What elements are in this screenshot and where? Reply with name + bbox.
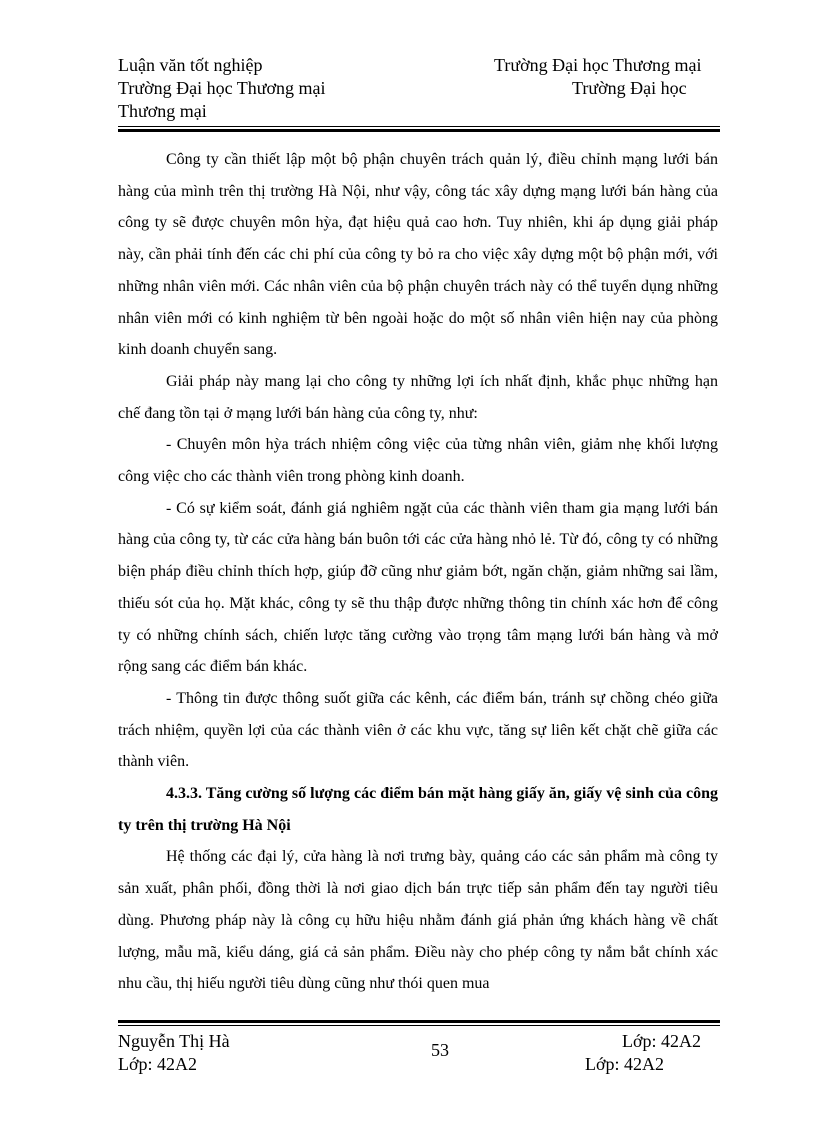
header-right-line1: Trường Đại học Thương mại (494, 55, 702, 75)
footer-left-line2: Lớp: 42A2 (118, 1054, 198, 1074)
footer-rule (118, 1025, 720, 1026)
page-body (118, 144, 718, 1000)
paragraph-3: - Chuyên môn hỳa trách nhiệm công việc của từng nhân viên, giảm nhẹ khối lượng công việc cho các thành viên trong phòng kinh doanh. (118, 436, 718, 486)
section-heading: 4.3.3. Tăng cường số lượng các điểm bán mặt hàng giấy ăn, giấy vệ sinh của công ty trên thị trường Hà Nội (118, 785, 718, 834)
page-number: 53 (431, 1040, 449, 1060)
header-left-line1: Luận văn tốt nghiệp (118, 55, 263, 75)
header-left-line3: Thương mại (118, 101, 207, 121)
header-left-line2: Trường Đại học Thương mại (118, 78, 326, 98)
paragraph-2: Giải pháp này mang lại cho công ty những lợi ích nhất định, khắc phục những hạn chế đang tồn tại ở mạng lưới bán hàng của công ty, như: (118, 372, 718, 422)
footer-right-line2: Lớp: 42A2 (585, 1054, 665, 1074)
paragraph-4: - Có sự kiểm soát, đánh giá nghiêm ngặt của các thành viên tham gia mạng lưới bán hàng của công ty, từ các cửa hàng bán buôn tới các cửa hàng nhỏ lẻ. Từ đó, công ty có những biện pháp điều chỉnh thích hợp, giúp đỡ cũng như giảm bớt, ngăn chặn, giảm những sai lầm, thiếu sót của họ. Mặt khác, công ty sẽ thu thập được những thông tin chính xác hơn để công ty có những chính sách, chiến lược tăng cường vào trọng tâm mạng lưới bán hàng và mở rộng sang các điểm bán khác. (118, 499, 718, 676)
header-rule (118, 126, 720, 127)
footer-rule-thick (118, 1020, 720, 1023)
header-rule-thick (118, 129, 720, 132)
footer-author: Nguyễn Thị Hà (118, 1031, 230, 1051)
header-right-line2: Trường Đại học (572, 78, 687, 98)
paragraph-1: Công ty cần thiết lập một bộ phận chuyên trách quản lý, điều chỉnh mạng lưới bán hàng của mình trên thị trường Hà Nội, như vậy, công tác xây dựng mạng lưới bán hàng của công ty sẽ được chuyên môn hỳa, đạt hiệu quả cao hơn. Tuy nhiên, khi áp dụng giải pháp này, cần phải tính đến các chi phí của công ty bỏ ra cho việc xây dựng một bộ phận mới, với những nhân viên mới. Các nhân viên của bộ phận chuyên trách này có thể tuyển dụng những nhân viên mới có kinh nghiệm từ bên ngoài hoặc do một số nhân viên hiện nay của phòng kinh doanh chuyển sang. (118, 151, 718, 359)
paragraph-6: Hệ thống các đại lý, cửa hàng là nơi trưng bày, quảng cáo các sản phẩm mà công ty sản xuất, phân phối, đồng thời là nơi giao dịch bán trực tiếp sản phẩm đến tay người tiêu dùng. Phương pháp này là công cụ hữu hiệu nhằm đánh giá phản ứng khách hàng về chất lượng, mẫu mã, kiểu dáng, giá cả sản phẩm. Điều này cho phép công ty nắm bắt chính xác nhu cầu, thị hiếu người tiêu dùng cũng như thói quen mua (118, 848, 718, 993)
paragraph-5: - Thông tin được thông suốt giữa các kênh, các điểm bán, tránh sự chồng chéo giữa trách nhiệm, quyền lợi của các thành viên ở các khu vực, tăng sự liên kết chặt chẽ giữa các thành viên. (118, 689, 718, 771)
footer-right-line1: Lớp: 42A2 (622, 1031, 702, 1051)
